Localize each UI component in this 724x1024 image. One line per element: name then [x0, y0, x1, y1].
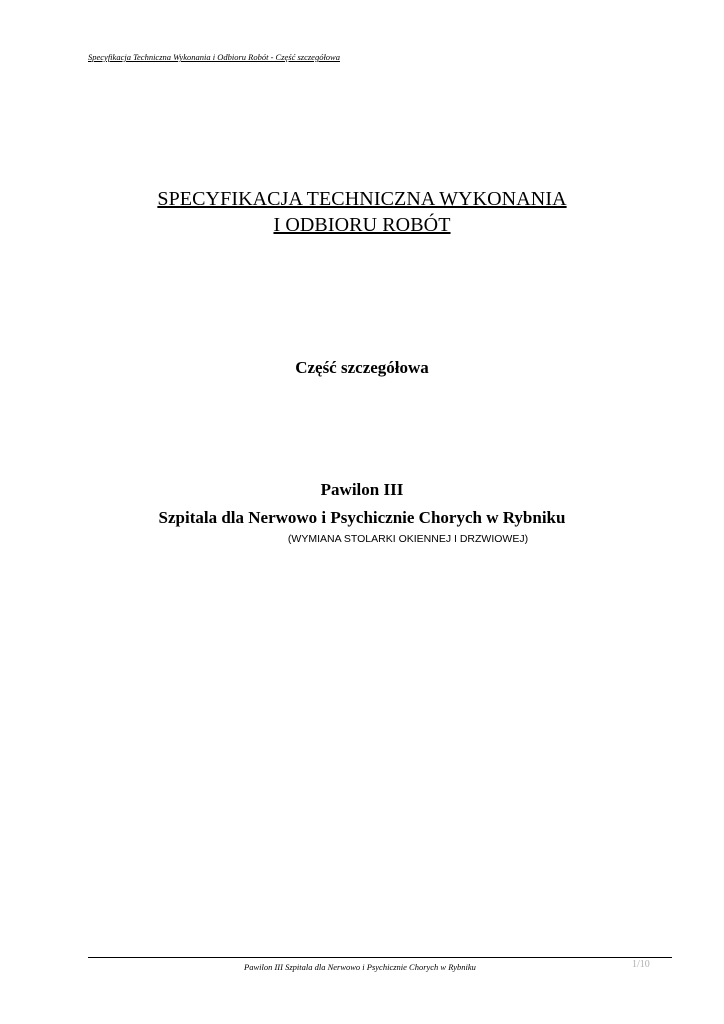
- page-number: 1/10: [632, 959, 650, 970]
- running-footer: Pawilon III Szpitala dla Nerwowo i Psychicznie Chorych w Rybniku: [244, 962, 476, 972]
- hospital-name: Szpitala dla Nerwowo i Psychicznie Chorych w Rybniku: [158, 508, 566, 527]
- document-title-line-1: SPECYFIKACJA TECHNICZNA WYKONANIA: [157, 188, 567, 210]
- pavilion-name: Pawilon III: [320, 480, 404, 499]
- document-title-line-2: I ODBIORU ROBÓT: [273, 214, 451, 236]
- footer-divider: [88, 957, 672, 958]
- document-subtitle: Część szczegółowa: [295, 358, 429, 377]
- scope-of-work: (WYMIANA STOLARKI OKIENNEJ I DRZWIOWEJ): [287, 533, 529, 545]
- running-header: Specyfikacja Techniczna Wykonania i Odbioru Robót - Część szczegółowa: [88, 52, 340, 62]
